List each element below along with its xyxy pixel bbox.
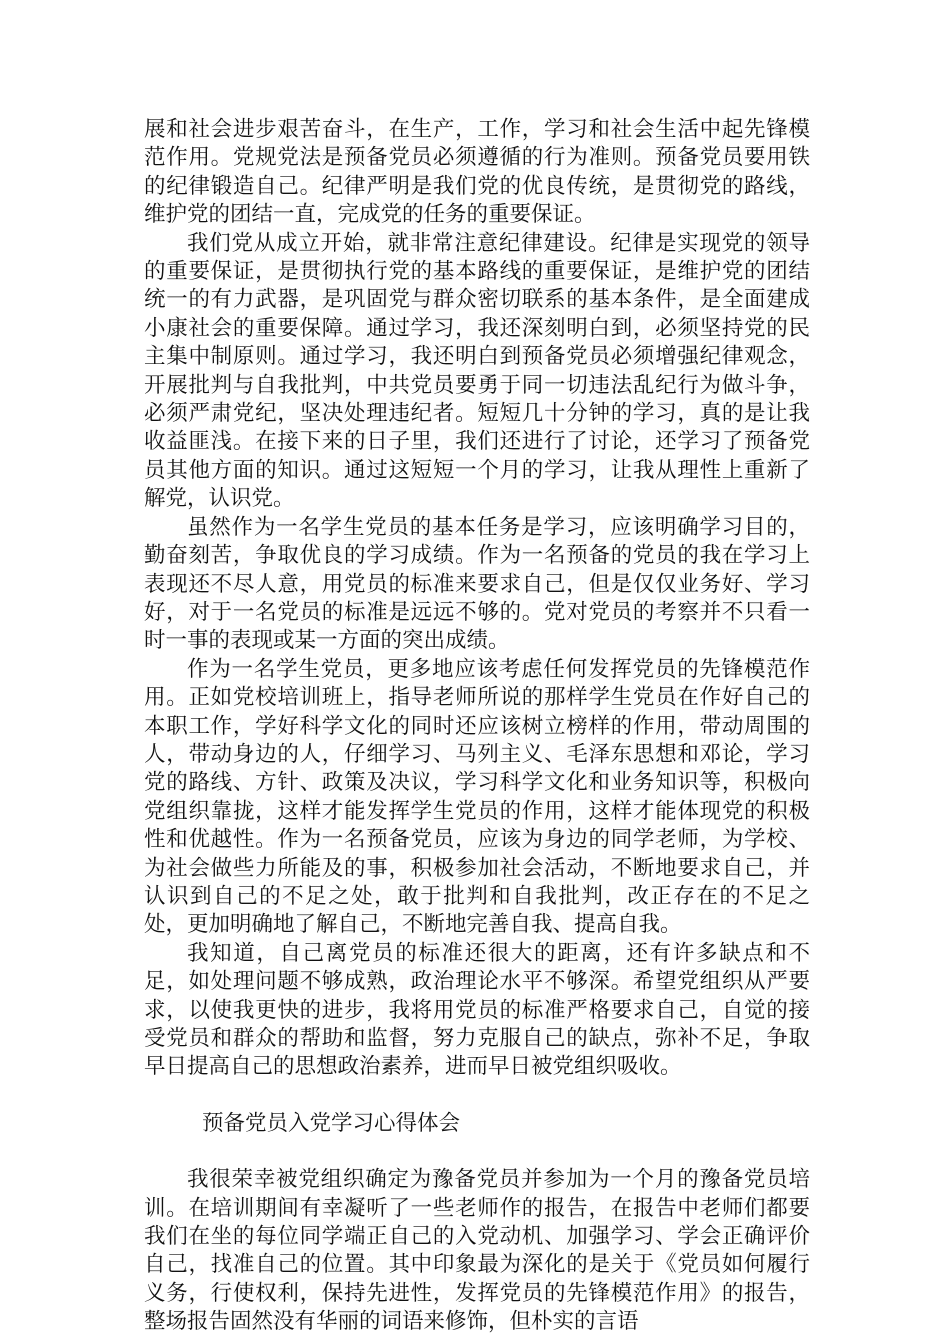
body-paragraph-4: 作为一名学生党员，更多地应该考虑任何发挥党员的先锋模范作用。正如党校培训班上，指导老师所说的那样学生党员在作好自己的本职工作，学好科学文化的同时还应该树立榜样的作用，带动周围的人，带动身边的人，仔细学习、马列主义、毛泽东思想和邓论，学习党的路线、方针、政策及决议，学习科学文化和业务知识等，积极向党组织靠拢，这样才能发挥学生党员的作用，这样才能体现党的积极性和优越性。作为一名预备党员，应该为身边的同学老师，为学校、为社会做些力所能及的事，积极参加社会活动，不断地要求自己，并认识到自己的不足之处，敢于批判和自我批判，改正存在的不足之处，更加明确地了解自己，不断地完善自我、提高自我。 xyxy=(144,656,810,938)
body-paragraph-1: 展和社会进步艰苦奋斗，在生产，工作，学习和社会生活中起先锋模范作用。党规党法是预备党员必须遵循的行为准则。预备党员要用铁的纪律锻造自己。纪律严明是我们党的优良传统，是贯彻党的路线，维护党的团结一直，完成党的任务的重要保证。 xyxy=(144,117,810,228)
document-page xyxy=(144,116,810,1337)
body-paragraph-6: 我很荣幸被党组织确定为豫备党员并参加为一个月的豫备党员培训。在培训期间有幸凝听了一些老师作的报告，在报告中老师们都要我们在坐的每位同学端正自己的入党动机、加强学习、学会正确评价自己，找准自己的位置。其中印象最为深化的是关于《党员如何履行义务，行使权利，保持先进性，发挥党员的先锋模范作用》的报告，整场报告固然没有华丽的词语来修饰，但朴实的言语 xyxy=(144,1167,810,1335)
body-paragraph-3: 虽然作为一名学生党员的基本任务是学习，应该明确学习目的，勤奋刻苦，争取优良的学习成绩。作为一名预备的党员的我在学习上表现还不尽人意，用党员的标准来要求自己，但是仅仅业务好、学习好，对于一名党员的标准是远远不够的。党对党员的考察并不只看一时一事的表现或某一方面的突出成绩。 xyxy=(144,514,810,654)
body-paragraph-2: 我们党从成立开始，就非常注意纪律建设。纪律是实现党的领导的重要保证，是贯彻执行党的基本路线的重要保证，是维护党的团结统一的有力武器，是巩固党与群众密切联系的基本条件，是全面建成小康社会的重要保障。通过学习，我还深刻明白到，必须坚持党的民主集中制原则。通过学习，我还明白到预备党员必须增强纪律观念，开展批判与自我批判，中共党员要勇于同一切违法乱纪行为做斗争，必须严肃党纪，坚决处理违纪者。短短几十分钟的学习，真的是让我收益匪浅。在接下来的日子里，我们还进行了讨论，还学习了预备党员其他方面的知识。通过这短短一个月的学习，让我从理性上重新了解党，认识党。 xyxy=(144,230,810,512)
section-title: 预备党员入党学习心得体会 xyxy=(202,1110,461,1136)
body-paragraph-5: 我知道，自己离党员的标准还很大的距离，还有许多缺点和不足，如处理问题不够成熟，政治理论水平不够深。希望党组织从严要求，以使我更快的进步，我将用党员的标准严格要求自己，自觉的接受党员和群众的帮助和监督，努力克服自己的缺点，弥补不足，争取早日提高自己的思想政治素养，进而早日被党组织吸收。 xyxy=(144,940,810,1080)
